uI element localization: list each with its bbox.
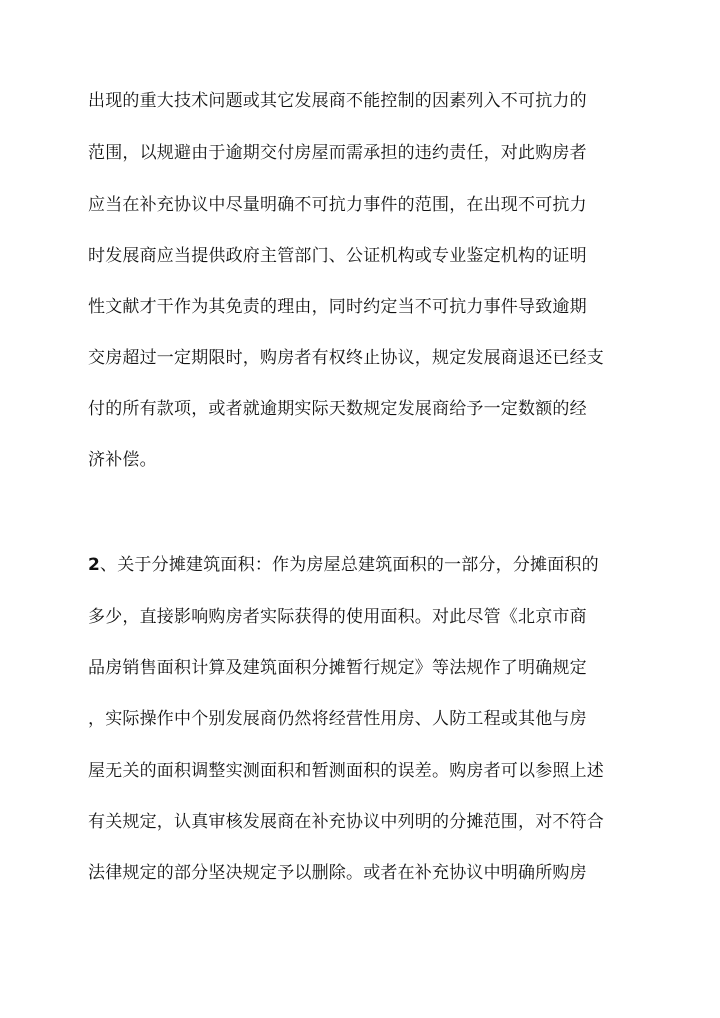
text-line: 交房超过一定期限时，购房者有权终止协议，规定发展商退还已经支 xyxy=(88,348,604,368)
text-line xyxy=(88,554,648,576)
text-line: 性文献才干作为其免责的理由，同时约定当不可抗力事件导致逾期 xyxy=(88,297,587,317)
text-line: 有关规定，认真审核发展商在补充协议中列明的分摊范围，对不符合 xyxy=(88,812,604,832)
text-line: 法律规定的部分坚决规定予以删除。或者在补充协议中明确所购房 xyxy=(88,863,587,883)
text-line: ，实际操作中个别发展商仍然将经营性用房、人防工程或其他与房 xyxy=(88,709,587,729)
text-line: 时发展商应当提供政府主管部门、公证机构或专业鉴定机构的证明 xyxy=(88,246,587,266)
text-segment: 、关于分摊建筑面积：作为房屋总建筑面积的一部分，分摊面积的 xyxy=(100,555,599,575)
text-line: 济补偿。 xyxy=(88,450,157,470)
section-number: 2 xyxy=(88,555,101,575)
text-line: 出现的重大技术问题或其它发展商不能控制的因素列入不可抗力的 xyxy=(88,91,587,111)
text-line: 品房销售面积计算及建筑面积分摊暂行规定》等法规作了明确规定 xyxy=(88,658,587,678)
text-line: 应当在补充协议中尽量明确不可抗力事件的范围，在出现不可抗力 xyxy=(88,195,587,215)
text-line: 屋无关的面积调整实测面积和暂测面积的误差。购房者可以参照上述 xyxy=(88,761,604,781)
text-line: 范围，以规避由于逾期交付房屋而需承担的违约责任，对此购房者 xyxy=(88,143,587,163)
text-line: 多少，直接影响购房者实际获得的使用面积。对此尽管《北京市商 xyxy=(88,607,587,627)
text-line: 付的所有款项，或者就逾期实际天数规定发展商给予一定数额的经 xyxy=(88,399,587,419)
